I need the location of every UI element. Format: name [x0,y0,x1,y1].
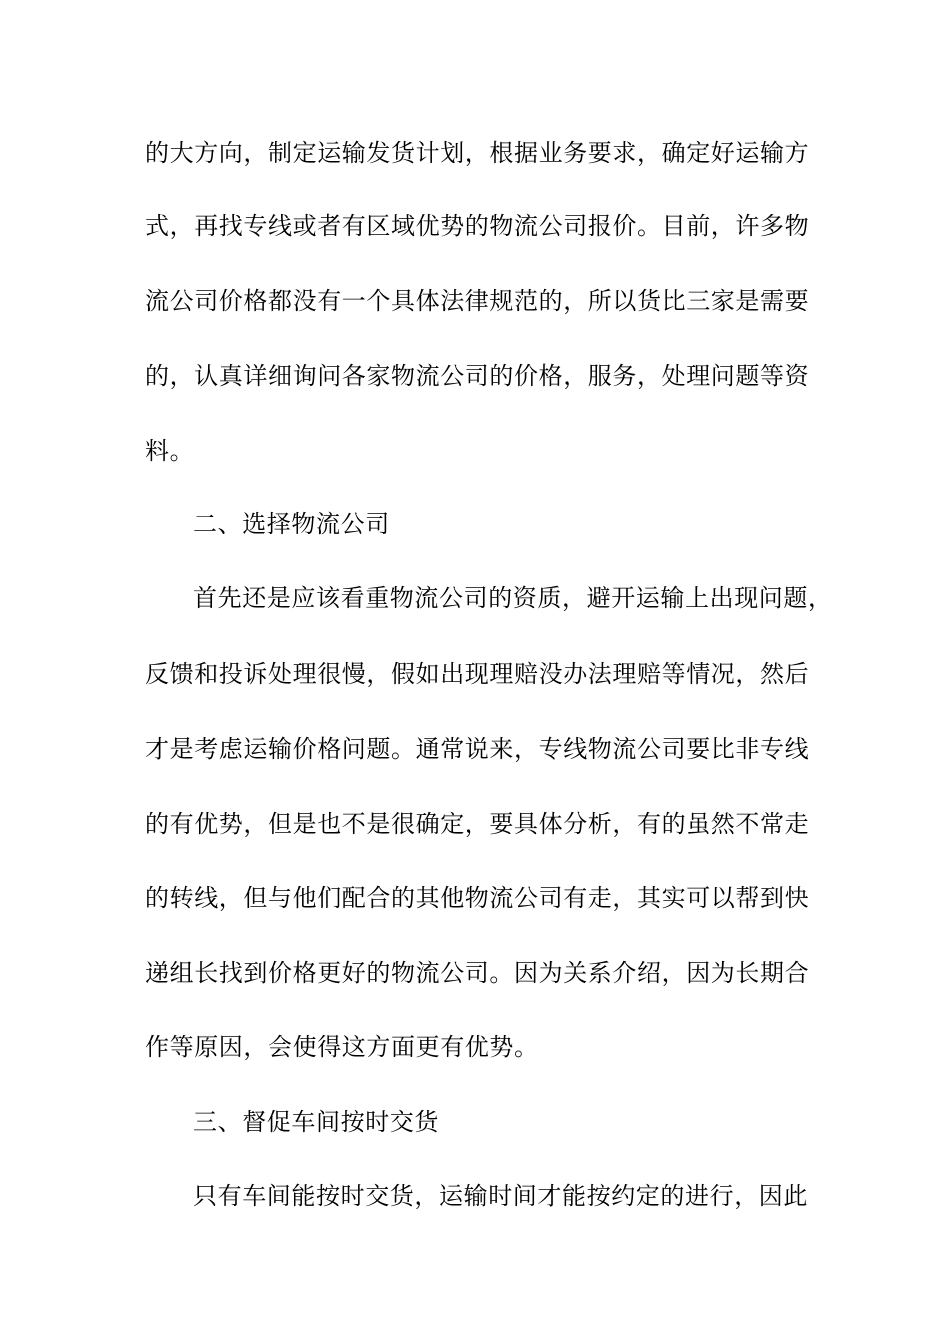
paragraph-line: 的转线，但与他们配合的其他物流公司有走，其实可以帮到快 [145,884,810,912]
section-heading: 三、督促车间按时交货 [193,1108,439,1136]
paragraph-line: 流公司价格都没有一个具体法律规范的，所以货比三家是需要 [145,287,810,315]
paragraph-line: 才是考虑运输价格问题。通常说来，专线物流公司要比非专线 [145,735,810,763]
paragraph-line: 递组长找到价格更好的物流公司。因为关系介绍，因为长期合 [145,959,810,987]
paragraph-line: 作等原因，会使得这方面更有优势。 [145,1033,539,1061]
paragraph-line: 只有车间能按时交货，运输时间才能按约定的进行，因此 [193,1182,808,1210]
paragraph-line: 式，再找专线或者有区域优势的物流公司报价。目前，许多物 [145,212,810,240]
paragraph-line: 反馈和投诉处理很慢，假如出现理赔没办法理赔等情况，然后 [145,660,810,688]
section-heading: 二、选择物流公司 [193,510,390,538]
paragraph-line: 料。 [145,437,195,465]
paragraph-line: 的大方向，制定运输发货计划，根据业务要求，确定好运输方 [145,139,810,167]
paragraph-line: 的有优势，但是也不是很确定，要具体分析，有的虽然不常走 [145,810,810,838]
paragraph-line: 首先还是应该看重物流公司的资质，避开运输上出现问题， [193,584,833,612]
paragraph-line: 的，认真详细询问各家物流公司的价格，服务，处理问题等资 [145,362,810,390]
